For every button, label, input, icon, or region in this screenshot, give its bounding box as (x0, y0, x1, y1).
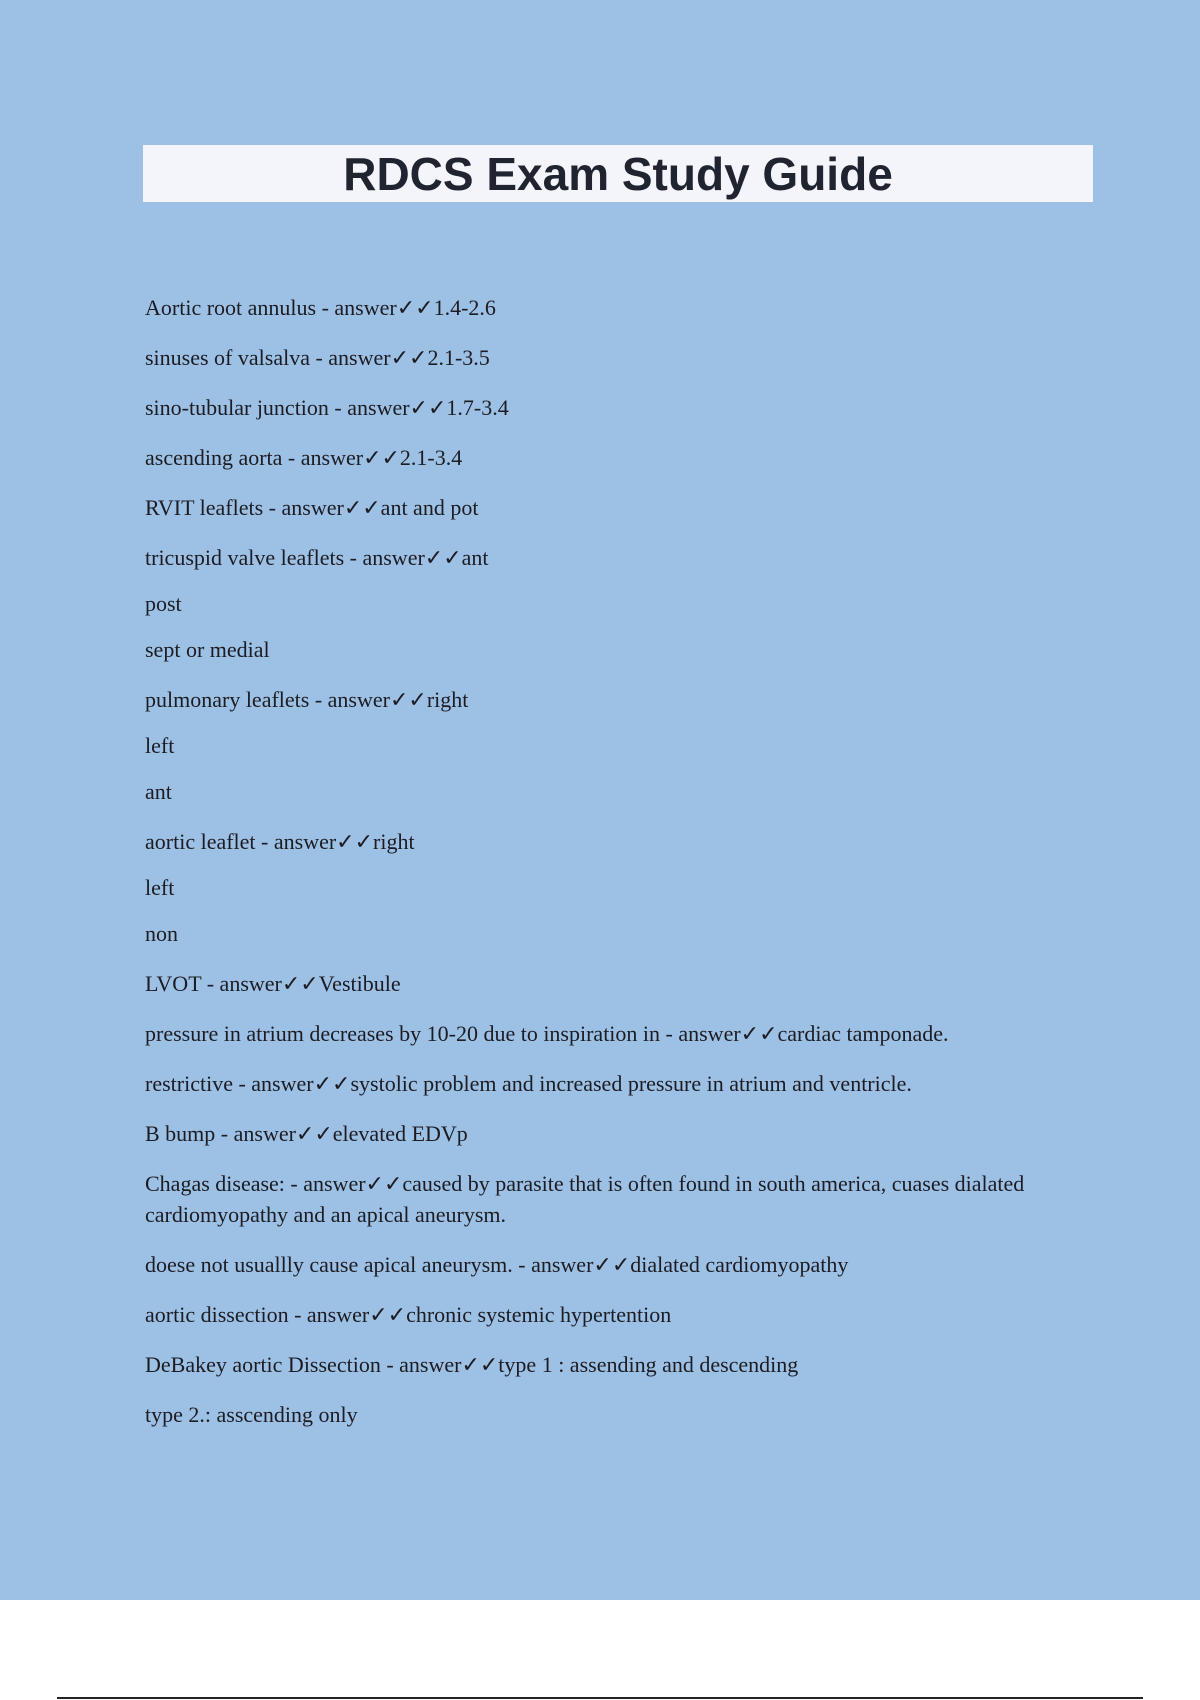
qa-line-continuation: left (145, 733, 175, 758)
qa-line: aortic leaflet - answer✓✓right (145, 829, 415, 854)
qa-line: restrictive - answer✓✓systolic problem and increased pressure in atrium and ventricle. (145, 1071, 912, 1096)
title-banner (143, 145, 1093, 202)
qa-line-continuation: left (145, 875, 175, 900)
footer-divider (57, 1697, 1143, 1699)
qa-line: doese not usuallly cause apical aneurysm. - answer✓✓dialated cardiomyopathy (145, 1252, 849, 1277)
qa-line: aortic dissection - answer✓✓chronic systemic hypertention (145, 1302, 672, 1327)
qa-line: tricuspid valve leaflets - answer✓✓ant (145, 545, 489, 570)
qa-line: pulmonary leaflets - answer✓✓right (145, 687, 469, 712)
qa-line: ascending aorta - answer✓✓2.1-3.4 (145, 445, 463, 470)
study-guide-content (145, 292, 1075, 1449)
qa-line-continuation: post (145, 591, 182, 616)
qa-line-continuation: sept or medial (145, 637, 270, 662)
qa-line: RVIT leaflets - answer✓✓ant and pot (145, 495, 479, 520)
qa-line-continuation: non (145, 921, 178, 946)
qa-line: pressure in atrium decreases by 10-20 due to inspiration in - answer✓✓cardiac tamponade. (145, 1021, 949, 1046)
qa-line: Aortic root annulus - answer✓✓1.4-2.6 (145, 295, 496, 320)
page-title: RDCS Exam Study Guide (343, 147, 893, 200)
qa-line-continuation: type 2.: asscending only (145, 1402, 358, 1427)
qa-line: DeBakey aortic Dissection - answer✓✓type 1 : assending and descending (145, 1352, 799, 1377)
qa-line: sinuses of valsalva - answer✓✓2.1-3.5 (145, 345, 490, 370)
qa-line: LVOT - answer✓✓Vestibule (145, 971, 401, 996)
qa-line: B bump - answer✓✓elevated EDVp (145, 1121, 468, 1146)
qa-line: sino-tubular junction - answer✓✓1.7-3.4 (145, 395, 509, 420)
qa-line-continuation: ant (145, 779, 172, 804)
qa-line: Chagas disease: - answer✓✓caused by parasite that is often found in south america, cuases dialated cardiomyopathy and an apical aneurysm. (145, 1171, 1025, 1227)
